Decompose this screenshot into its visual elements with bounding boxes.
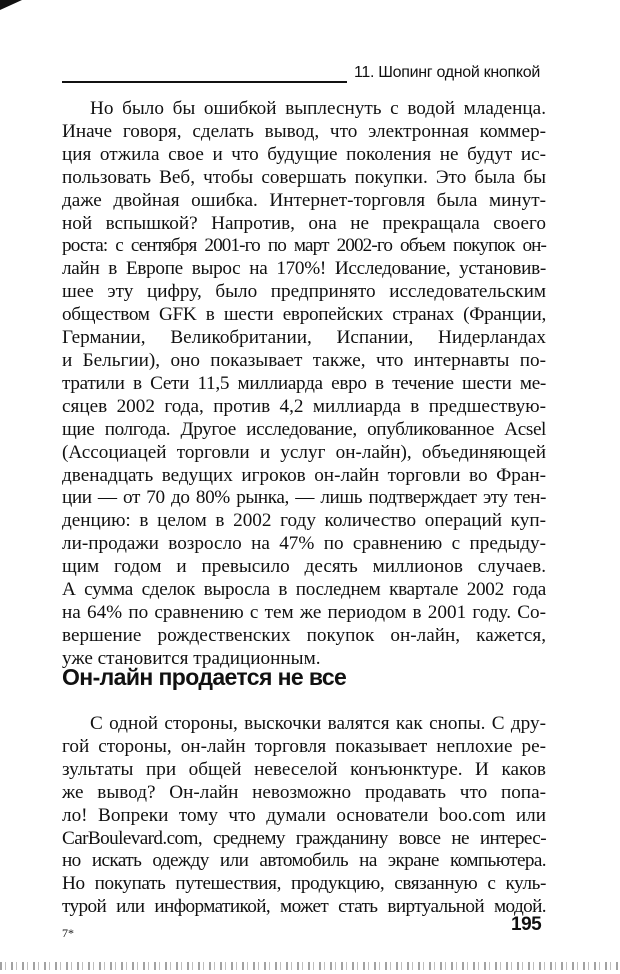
text-line: Но было бы ошибкой выплеснуть с водой младенца. — [90, 98, 546, 119]
text-line: обществом GFK в шести европейских странах (Франции, — [62, 304, 546, 326]
text-line: ция отжила свое и что будущие поколения не будут ис- — [62, 143, 546, 165]
text-line: денцию: в целом в 2002 году количество операций куп- — [62, 510, 546, 532]
text-line: А сумма сделок выросла в последнем квартале 2002 года — [62, 579, 546, 601]
text-line: но искать одежду или автомобиль на экране компьютера. — [62, 850, 546, 872]
scan-edge-noise — [0, 962, 620, 970]
body-paragraph-1 — [62, 98, 546, 671]
text-line: роста: с сентября 2001-го по март 2002-го объем покупок он- — [62, 235, 546, 257]
text-line: ло! Вопреки тому что думали основатели boo.com или — [62, 804, 546, 826]
text-line: Иначе говоря, сделать вывод, что электронная коммер- — [62, 120, 546, 142]
text-line: зультаты при общей невеселой конъюнктуре. И каков — [62, 758, 546, 780]
text-line: ции — от 70 до 80% рынка, — лишь подтверждает эту тен- — [62, 487, 546, 509]
text-line: Германии, Великобритании, Испании, Нидерландах — [62, 327, 546, 349]
scan-corner-mark — [0, 0, 22, 10]
running-head: 11. Шопинг одной кнопкой — [354, 64, 540, 81]
text-line: турой или информатикой, может стать виртуальной модой. — [62, 896, 546, 918]
text-line: сяцев 2002 года, против 4,2 миллиарда в предшествую- — [62, 395, 546, 417]
text-line: С одной стороны, выскочки валятся как снопы. С дру- — [90, 713, 546, 734]
text-line: шее эту цифру, было предпринято исследовательским — [62, 281, 546, 303]
text-line: гой стороны, он-лайн торговля показывает неплохие ре- — [62, 735, 546, 757]
text-line: тратили в Сети 11,5 миллиарда евро в течение шести ме- — [62, 372, 546, 394]
text-line: даже двойная ошибка. Интернет-торговля была минут- — [62, 189, 546, 211]
text-line: щим годом и превысило десять миллионов случаев. — [62, 556, 546, 578]
printer-signature-mark: 7* — [62, 926, 74, 940]
text-line: двенадцать ведущих игроков он-лайн торговли во Фран- — [62, 464, 546, 486]
section-heading: Он-лайн продается не все — [62, 664, 347, 690]
text-line: (Ассоциацей торговли и услуг он-лайн), объединяющей — [62, 441, 546, 463]
text-line: пользовать Веб, чтобы совершать покупки. Это была бы — [62, 166, 546, 188]
text-line: на 64% по сравнению с тем же периодом в 2001 году. Со- — [62, 601, 546, 623]
text-line: ной вспышкой? Напротив, она не прекращала своего — [62, 212, 546, 234]
text-line: лайн в Европе вырос на 170%! Исследование, установив- — [62, 258, 546, 280]
text-line: CarBoulevard.com, среднему гражданину вовсе не интерес- — [62, 827, 546, 849]
header-rule — [62, 81, 347, 83]
text-line: и Бельгии), оно показывает также, что интернавты по- — [62, 349, 546, 371]
text-line: ли-продажи возросло на 47% по сравнению с предыду- — [62, 533, 546, 555]
text-line: уже становится традиционным. — [62, 647, 321, 669]
body-paragraph-2 — [62, 713, 546, 919]
text-line: же вывод? Он-лайн невозможно продавать что попа- — [62, 781, 546, 803]
text-line: вершение рождественских покупок он-лайн, кажется, — [62, 624, 546, 646]
text-line: щие полгода. Другое исследование, опубликованное Acsel — [62, 418, 546, 440]
page-number: 195 — [511, 914, 542, 935]
text-line: Но покупать путешествия, продукцию, связанную с куль- — [62, 873, 546, 895]
